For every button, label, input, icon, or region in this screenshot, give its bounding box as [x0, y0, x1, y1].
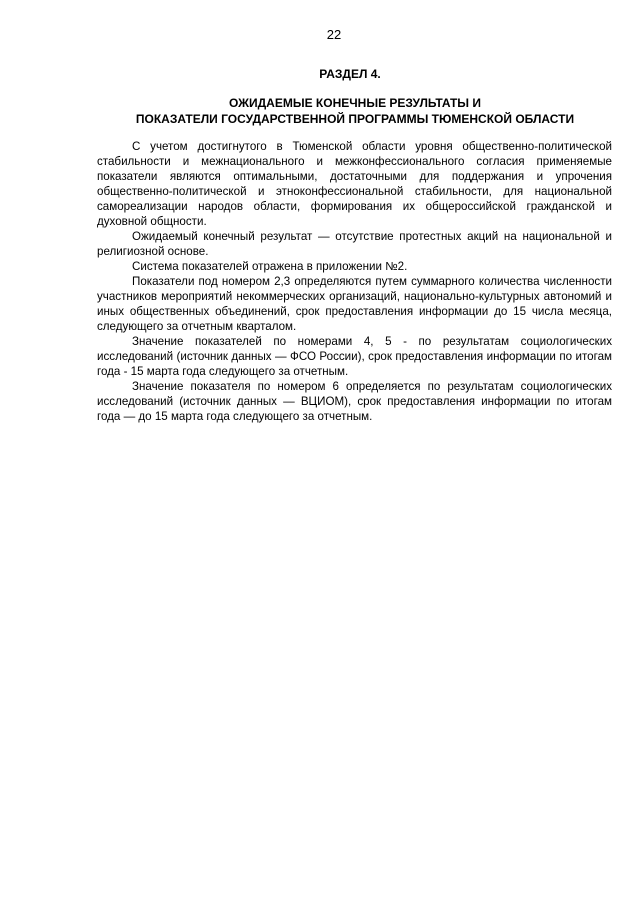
paragraph-6: Значение показателя по номером 6 определяется по результатам социологических исследований (источник данных — ВЦИОМ), срок предоставления информации по итогам года — до 15 марта года следующего за отчетным. — [97, 380, 612, 423]
section-title-line-1: ОЖИДАЕМЫЕ КОНЕЧНЫЕ РЕЗУЛЬТАТЫ И — [228, 96, 482, 110]
paragraph-5: Значение показателей по номерами 4, 5 - по результатам социологических исследований (источник данных — ФСО России), срок предоставления информации по итогам года - 15 марта года следующего за отчетным. — [97, 335, 612, 378]
page-number: 22 — [326, 27, 342, 42]
body-text — [97, 139, 612, 424]
paragraph-2: Ожидаемый конечный результат — отсутствие протестных акций на национальной и религиозной основе. — [97, 230, 612, 258]
section-title — [95, 95, 615, 127]
paragraph-1: С учетом достигнутого в Тюменской области уровня общественно-политической стабильности и межнационального и межконфессионального согласия применяемые показатели являются оптимальными, достаточными для поддержания и упрочения общественно-политической и этноконфессиональной стабильности, для национальной самореализации народов области, формирования их общероссийской гражданской и духовной общности. — [97, 140, 612, 228]
section-title-line-2: ПОКАЗАТЕЛИ ГОСУДАРСТВЕННОЙ ПРОГРАММЫ ТЮМЕНСКОЙ ОБЛАСТИ — [135, 112, 575, 126]
section-label: РАЗДЕЛ 4. — [319, 67, 381, 81]
paragraph-3: Система показателей отражена в приложении №2. — [132, 260, 408, 273]
paragraph-4: Показатели под номером 2,3 определяются путем суммарного количества численности участников мероприятий некоммерческих организаций, национально-культурных автономий и иных общественных объединений, срок предоставления информации до 15 числа месяца, следующего за отчетным кварталом. — [97, 275, 612, 333]
